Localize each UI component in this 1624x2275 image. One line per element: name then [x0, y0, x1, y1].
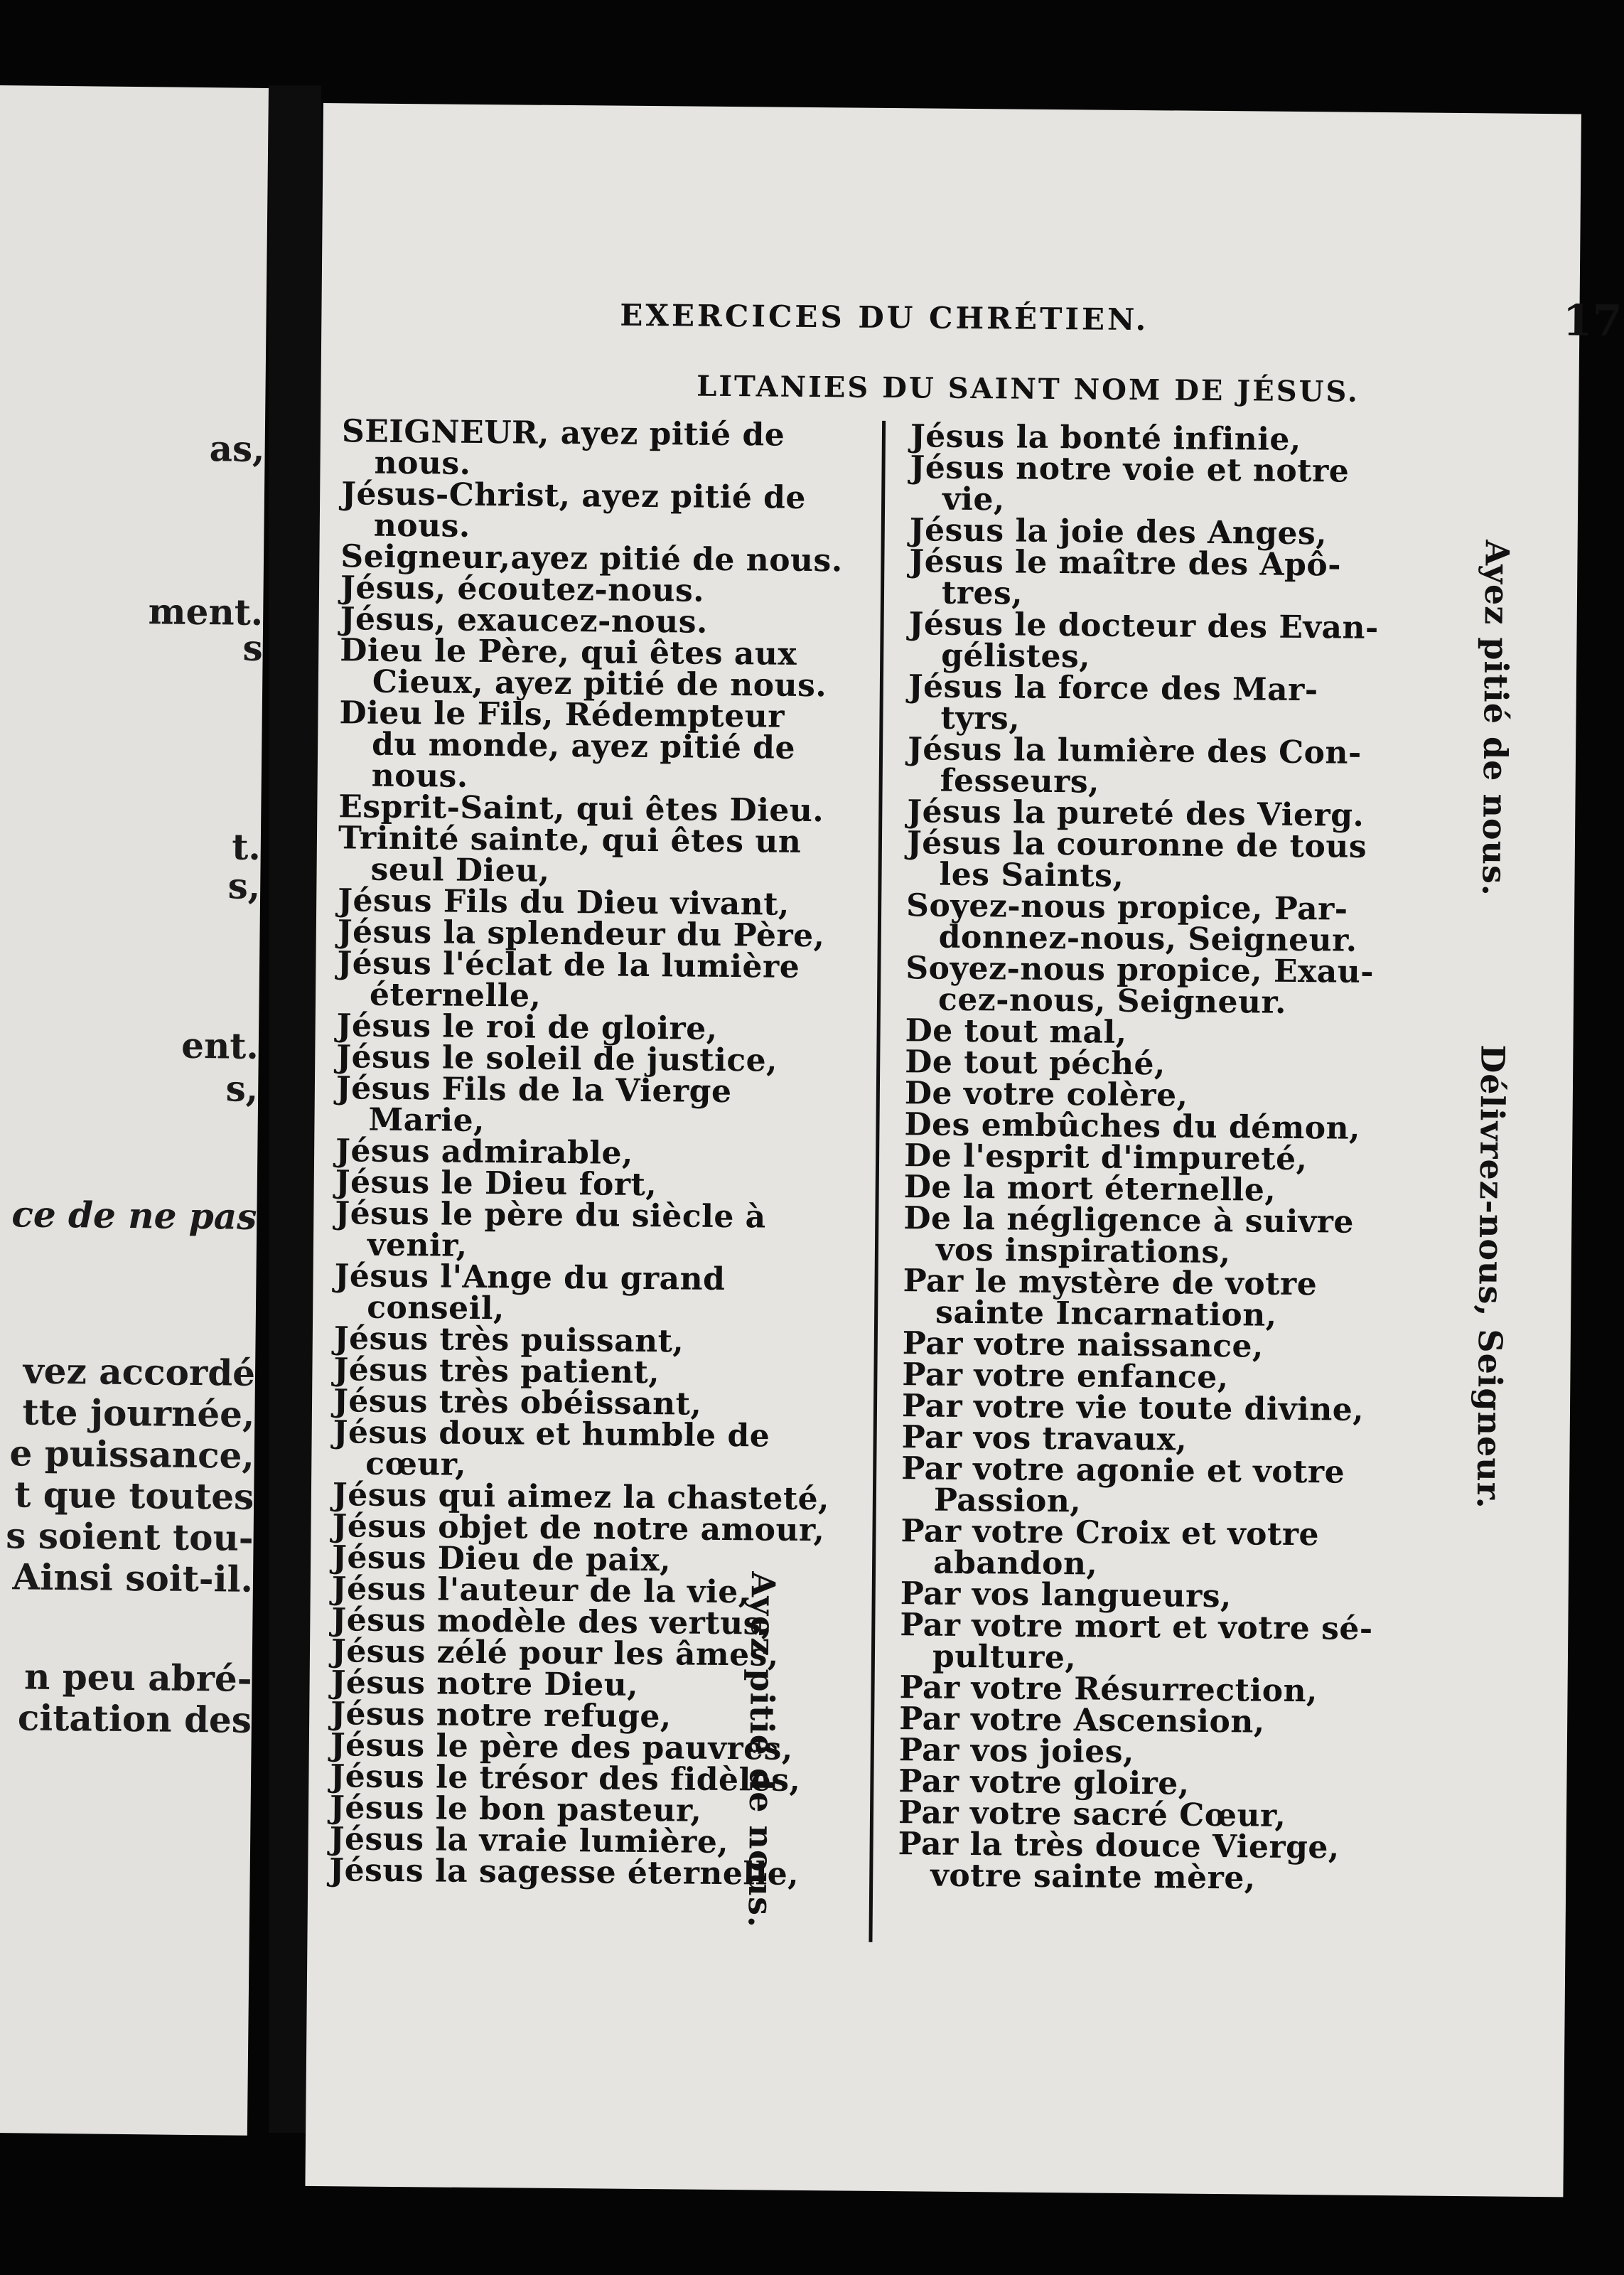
litany-line: Passion, — [933, 1482, 1082, 1520]
litany-line: gélistes, — [941, 637, 1091, 675]
facing-page-fragment — [0, 85, 269, 2136]
facing-page-line: s — [242, 626, 264, 669]
litany-line: Par votre Croix et votre — [900, 1513, 1320, 1553]
litany-line: Jésus le bon pasteur, — [329, 1789, 702, 1829]
litany-line: Jésus Dieu de paix, — [331, 1539, 672, 1579]
litany-line: Jésus, écoutez-nous. — [340, 569, 705, 609]
response-delivrez-nous: Délivrez-nous, Seigneur. — [1469, 1044, 1512, 1509]
litany-line: De tout péché, — [905, 1044, 1166, 1083]
litany-line: tres, — [941, 574, 1023, 612]
litany-line: Jésus le trésor des fidèles, — [330, 1758, 801, 1799]
litany-line: Par la très douce Vierge, — [898, 1826, 1340, 1866]
litany-line: Jésus admirable, — [335, 1133, 634, 1172]
litany-line: Jésus le père des pauvres, — [330, 1727, 793, 1767]
litany-line: Par vos travaux, — [901, 1419, 1188, 1458]
litany-line: nous. — [374, 444, 471, 482]
page-number: 17 — [1562, 296, 1623, 346]
litany-line: Jésus qui aimez la chasteté, — [332, 1477, 830, 1518]
litany-line: les Saints, — [939, 856, 1124, 894]
litany-line: Jésus la sagesse éternelle, — [329, 1852, 800, 1893]
litany-line: Par votre vie toute divine, — [901, 1388, 1365, 1428]
litany-right-column — [898, 418, 1465, 1897]
litany-line: De tout mal, — [905, 1012, 1127, 1051]
litany-line: Jésus notre Dieu, — [330, 1664, 639, 1703]
litany-line: Jésus la pureté des Vierg. — [907, 793, 1365, 834]
facing-page-line: Ainsi soit-il. — [12, 1556, 254, 1600]
facing-page-line: tte journée, — [22, 1391, 255, 1435]
litany-line: Jésus la bonté infinie, — [910, 418, 1301, 459]
litany-line: Jésus la splendeur du Père, — [337, 914, 825, 955]
litany-line: Cieux, ayez pitié de nous. — [372, 663, 827, 705]
section-title: LITANIES DU SAINT NOM DE JÉSUS. — [696, 369, 1360, 409]
litany-line: Par votre Résurrection, — [899, 1669, 1318, 1710]
litany-line: Jésus la vraie lumière, — [329, 1821, 729, 1861]
litany-line: Jésus zélé pour les âmes, — [330, 1633, 779, 1674]
litany-line: Jésus très puissant, — [333, 1320, 684, 1360]
litany-line: Par votre gloire, — [898, 1763, 1190, 1802]
litany-line: Jésus modèle des vertus, — [331, 1602, 773, 1642]
litany-line: seul Dieu, — [370, 851, 550, 889]
litany-line: Trinité sainte, qui êtes un — [338, 820, 802, 860]
litany-line: venir, — [367, 1226, 468, 1264]
litany-line: vie, — [942, 481, 1005, 518]
litany-line: Jésus objet de notre amour, — [332, 1508, 825, 1549]
facing-page-line: as, — [209, 427, 265, 470]
litany-line: nous. — [371, 757, 468, 795]
litany-line: Par le mystère de votre — [903, 1263, 1318, 1303]
facing-page-line: t. — [231, 825, 262, 868]
facing-page-line: s, — [227, 864, 261, 907]
facing-page-line: s soient tou- — [6, 1514, 254, 1559]
litany-line: Jésus très obéissant, — [333, 1383, 702, 1423]
litany-line: Jésus, exaucez-nous. — [340, 601, 709, 641]
running-head: EXERCICES DU CHRÉTIEN. — [620, 297, 1149, 338]
litany-line: Par votre mort et votre sé- — [900, 1607, 1373, 1647]
litany-line: Jésus doux et humble de — [333, 1414, 770, 1455]
litany-line: sainte Incarnation, — [935, 1294, 1277, 1334]
litany-line: fesseurs, — [940, 762, 1100, 801]
facing-page-line: n peu abré- — [23, 1655, 252, 1700]
litany-line: Jésus l'Ange du grand — [334, 1258, 726, 1297]
litany-line: Jésus le père du siècle à — [335, 1195, 766, 1236]
litany-line: Par votre sacré Cœur, — [898, 1794, 1286, 1834]
page-header — [620, 298, 1622, 349]
litany-line: Jésus la couronne de tous — [906, 825, 1367, 865]
litany-line: Par vos langueurs, — [900, 1575, 1232, 1615]
litany-line: pulture, — [932, 1638, 1077, 1676]
litany-line: nous. — [373, 507, 470, 545]
litany-line: donnez-nous, Seigneur. — [938, 919, 1357, 959]
response-ayez-pitie-right: Ayez pitié de nous. — [1475, 540, 1517, 897]
litany-line: Jésus-Christ, ayez pitié de — [340, 476, 807, 516]
litany-line: du monde, ayez pitié de — [371, 726, 796, 766]
litany-line: Dieu le Fils, Rédempteur — [339, 695, 785, 735]
litany-line: De la mort éternelle, — [903, 1169, 1276, 1209]
facing-page-line: ment. — [148, 590, 264, 633]
litany-line: Jésus notre refuge, — [330, 1696, 672, 1735]
facing-page-line: t que toutes — [14, 1473, 254, 1518]
facing-page-line: ce de ne pas — [11, 1193, 257, 1238]
litany-line: Jésus l'éclat de la lumière — [337, 945, 800, 985]
facing-page-text — [0, 85, 269, 1741]
litany-line: Jésus le Dieu fort, — [335, 1164, 657, 1204]
litany-line: vos inspirations, — [935, 1231, 1231, 1271]
litany-line: Jésus le soleil de justice, — [336, 1039, 778, 1079]
facing-page-line: vez accordé — [23, 1349, 256, 1394]
litany-line: Par votre enfance, — [902, 1356, 1229, 1396]
litany-line: Esprit-Saint, qui êtes Dieu. — [338, 788, 824, 830]
litany-line: Jésus Fils du Dieu vivant, — [337, 882, 790, 923]
book-page — [305, 103, 1623, 2197]
litany-line: Soyez-nous propice, Exau- — [905, 950, 1375, 990]
litany-line: Par votre naissance, — [902, 1325, 1264, 1365]
litany-line: votre sainte mère, — [930, 1857, 1256, 1897]
litany-line: tyrs, — [940, 700, 1021, 737]
litany-line: Jésus Fils de la Vierge — [335, 1070, 732, 1110]
litany-line: Jésus l'auteur de la vie, — [331, 1570, 750, 1611]
litany-line: Seigneur,ayez pitié de nous. — [340, 538, 843, 579]
litany-line: Par vos joies, — [898, 1732, 1135, 1771]
litany-line: Jésus très patient, — [333, 1351, 660, 1391]
litany-line: Jésus le maître des Apô- — [909, 543, 1342, 584]
response-ayez-pitie-left: Ayez pitié de nous. — [741, 1571, 783, 1929]
litany-line: De l'esprit d'impureté, — [903, 1138, 1308, 1178]
litany-line: éternelle, — [369, 976, 542, 1015]
litany-line: cœur, — [365, 1445, 467, 1483]
litany-line: Jésus la joie des Anges, — [909, 512, 1328, 552]
litany-line: abandon, — [932, 1544, 1098, 1583]
column-divider — [869, 421, 886, 1942]
litany-line: Jésus la force des Mar- — [908, 668, 1318, 709]
litany-line: SEIGNEUR, ayez pitié de — [341, 413, 785, 454]
facing-page-line: citation des — [17, 1696, 252, 1741]
litany-line: conseil, — [366, 1289, 505, 1327]
litany-line: Marie, — [368, 1101, 485, 1140]
facing-page-line: s, — [225, 1067, 259, 1110]
litany-line: Soyez-nous propice, Par- — [905, 887, 1348, 928]
litany-line: cez-nous, Seigneur. — [937, 981, 1287, 1021]
litany-line: Jésus le docteur des Evan- — [908, 606, 1379, 646]
litany-line: Jésus la lumière des Con- — [907, 731, 1362, 771]
litany-line: Des embûches du démon, — [904, 1106, 1361, 1147]
litany-line: Dieu le Père, qui êtes aux — [340, 632, 797, 673]
litany-line: De votre colère, — [904, 1075, 1188, 1114]
litany-line: Jésus notre voie et notre — [910, 449, 1350, 490]
litany-line: De la négligence à suivre — [903, 1200, 1355, 1241]
litany-line: Jésus le roi de gloire, — [336, 1007, 718, 1047]
litany-line: Par votre Ascension, — [898, 1701, 1265, 1740]
facing-page-line: e puissance, — [9, 1432, 255, 1477]
facing-page-line: ent. — [181, 1024, 259, 1067]
litany-line: Par votre agonie et votre — [901, 1450, 1345, 1491]
